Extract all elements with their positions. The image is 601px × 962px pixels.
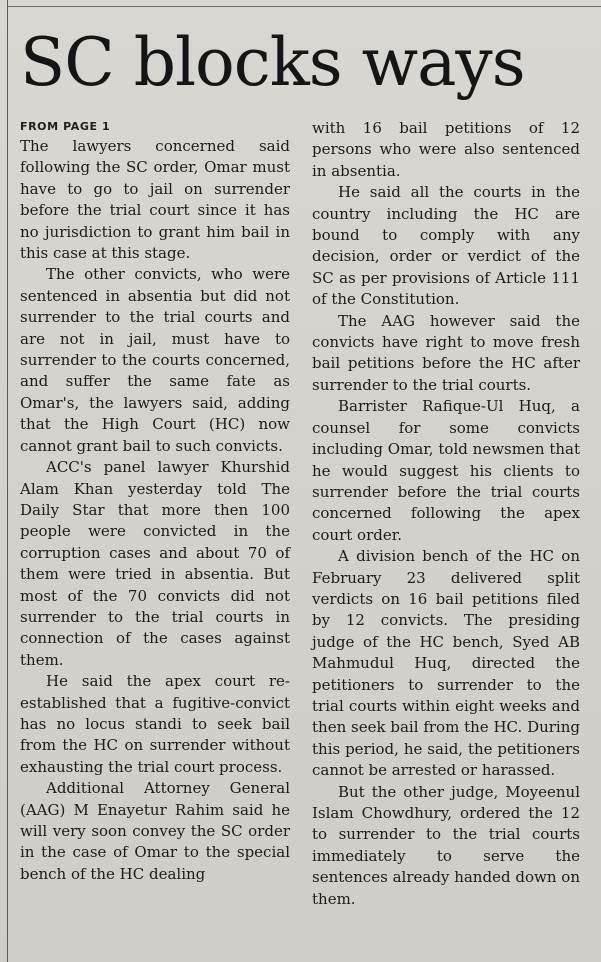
left-column	[20, 118, 290, 885]
top-rule	[7, 6, 601, 7]
paragraph: ACC's panel lawyer Khurshid Alam Khan yesterday told The Daily Star that more then 100 people were convicted in the corruption cases and about 70 of them were tried in absentia. But most of the 70 convicts did not surrender to the trial courts in connection of the cases against them.	[20, 458, 290, 669]
paragraph: The other convicts, who were sentenced in absentia but did not surrender to the trial courts and are not in jail, must have to surrender to the courts concerned, and suffer the same fate as Omar's, the lawyers said, adding that the High Court (HC) now cannot grant bail to such convicts.	[20, 265, 290, 455]
paragraph: with 16 bail petitions of 12 persons who were also sentenced in absentia.	[312, 119, 580, 180]
kicker: FROM PAGE 1	[20, 120, 111, 133]
paragraph: He said the apex court re-established that a fugitive-convict has no locus standi to seek bail from the HC on surrender without exhausting the trial court process.	[20, 672, 290, 776]
paragraph: Additional Attorney General (AAG) M Enayetur Rahim said he will very soon convey the SC order in the case of Omar to the special bench of the HC dealing	[20, 779, 290, 883]
headline: SC blocks ways	[20, 24, 525, 101]
right-column	[312, 118, 580, 910]
paragraph: The AAG however said the convicts have right to move fresh bail petitions before the HC after surrender to the trial courts.	[312, 311, 580, 394]
paragraph: The lawyers concerned said following the SC order, Omar must have to go to jail on surrender before the trial court since it has no jurisdiction to grant him bail in this case at this stage.	[20, 137, 290, 263]
paragraph: A division bench of the HC on February 23 delivered split verdicts on 16 bail petitions filed by 12 convicts. The presiding judge of the HC bench, Syed AB Mahmudul Huq, directed the petitioners to surrender to the trial courts within eight weeks and then seek bail from the HC. During this period, he said, the petitioners cannot be arrested or harassed.	[312, 547, 580, 780]
column-rule	[7, 0, 8, 962]
paragraph: But the other judge, Moyeenul Islam Chowdhury, ordered the 12 to surrender to the trial courts immediately to serve the sentences already handed down on them.	[312, 782, 580, 908]
paragraph: He said all the courts in the country including the HC are bound to comply with any decision, order or verdict of the SC as per provisions of Article 111 of the Constitution.	[312, 183, 580, 309]
paragraph: Barrister Rafique-Ul Huq, a counsel for some convicts including Omar, told newsmen that he would suggest his clients to surrender before the trial courts concerned following the apex court order.	[312, 397, 580, 544]
